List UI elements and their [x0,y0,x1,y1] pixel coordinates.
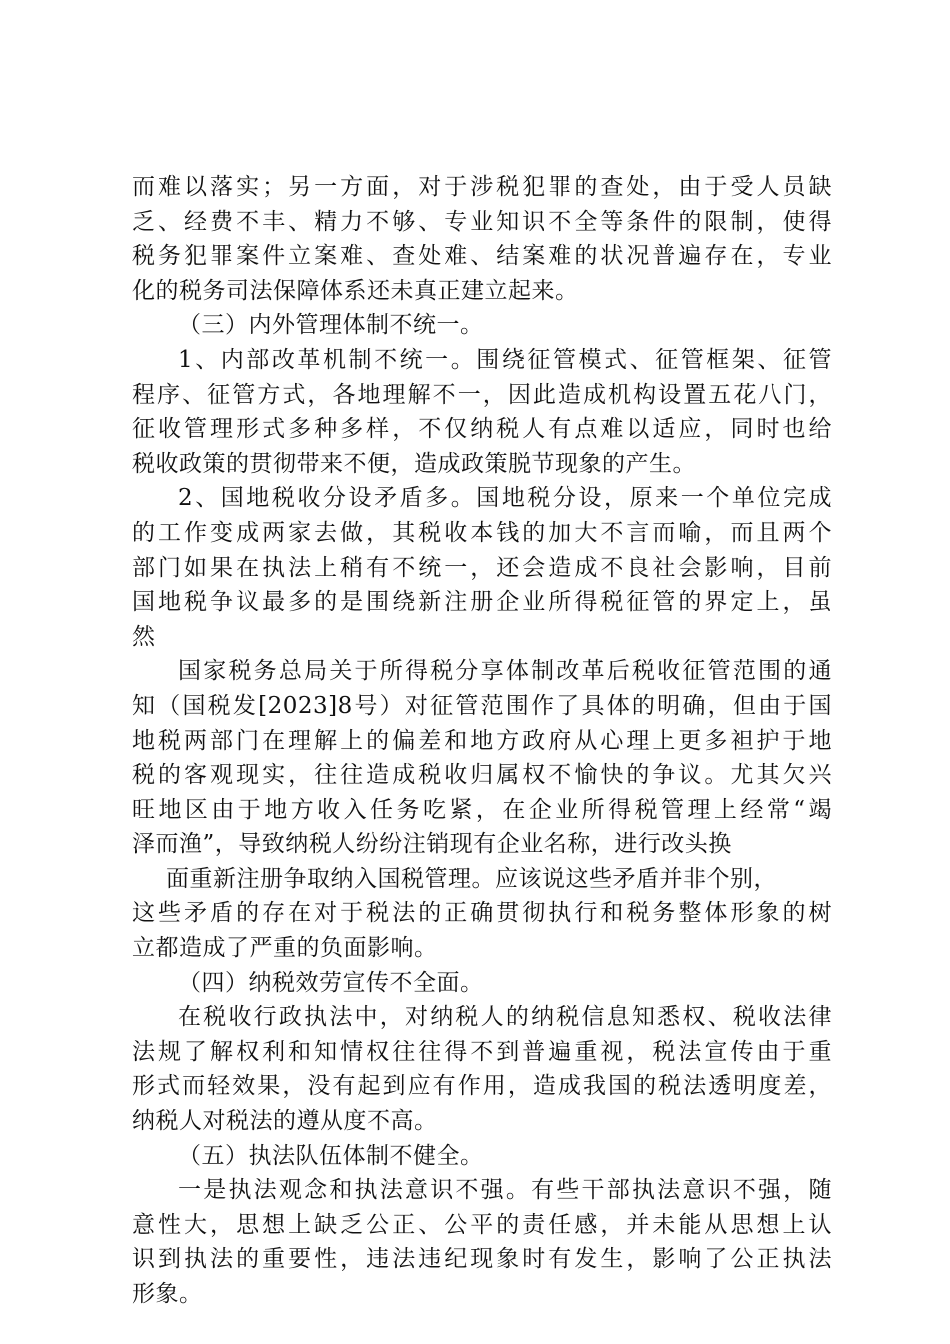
section-heading: （五）执法队伍体制不健全。 [178,1142,484,1169]
text-line: 法规了解权利和知情权往往得不到普遍重视，税法宣传由于重 [132,1038,832,1065]
text-line: 立都造成了严重的负面影响。 [132,935,438,962]
text-line: 1、内部改革机制不统一。围绕征管模式、征管框架、征管 [178,346,832,373]
text-line: 旺地区由于地方收入任务吃紧，在企业所得税管理上经常“竭 [132,796,832,823]
text-line: 地税两部门在理解上的偏差和地方政府从心理上更多袒护于地 [132,727,832,754]
text-line: 国家税务总局关于所得税分享体制改革后税收征管范围的通 [178,658,832,685]
text-line: 税收政策的贯彻带来不便，造成政策脱节现象的产生。 [132,450,696,477]
text-line: 面重新注册争取纳入国税管理。应该说这些矛盾并非个别， [166,865,777,892]
text-line: 泽而渔”，导致纳税人纷纷注销现有企业名称，进行改头换 [132,831,732,858]
text-line: 形式而轻效果，没有起到应有作用，造成我国的税法透明度差， [132,1073,832,1100]
text-line: 税务犯罪案件立案难、查处难、结案难的状况普遍存在，专业 [132,243,832,270]
document-body [132,170,832,1312]
text-line: 国地税争议最多的是围绕新注册企业所得税征管的界定上，虽 [132,589,832,616]
text-line: 征收管理形式多种多样，不仅纳税人有点难以适应，同时也给 [132,416,832,443]
text-line: 识到执法的重要性，违法违纪现象时有发生，影响了公正执法 [132,1246,832,1273]
text-line: 程序、征管方式，各地理解不一，因此造成机构设置五花八门， [132,381,832,408]
text-line: 知（国税发[2023]8号）对征管范围作了具体的明确，但由于国 [132,692,832,719]
text-line: 形象。 [132,1281,203,1307]
text-line: 2、国地税收分设矛盾多。国地税分设，原来一个单位完成 [178,485,832,512]
text-line: 然 [132,623,156,650]
text-line: 一是执法观念和执法意识不强。有些干部执法意识不强，随 [178,1177,832,1204]
text-line: 意性大，思想上缺乏公正、公平的责任感，并未能从思想上认 [132,1211,832,1238]
text-line: 而难以落实；另一方面，对于涉税犯罪的查处，由于受人员缺 [132,174,832,200]
text-line: 税的客观现实，往往造成税收归属权不愉快的争议。尤其欠兴 [132,762,832,789]
text-line: 乏、经费不丰、精力不够、专业知识不全等条件的限制，使得 [132,208,832,235]
text-line: 的工作变成两家去做，其税收本钱的加大不言而喻，而且两个 [132,519,832,546]
text-line: 在税收行政执法中，对纳税人的纳税信息知悉权、税收法律 [178,1004,832,1031]
text-line: 部门如果在执法上稍有不统一，还会造成不良社会影响，目前 [132,554,832,581]
text-line: 化的税务司法保障体系还未真正建立起来。 [132,277,579,304]
section-heading: （三）内外管理体制不统一。 [178,312,484,339]
text-line: 这些矛盾的存在对于税法的正确贯彻执行和税务整体形象的树 [132,900,832,927]
section-heading: （四）纳税效劳宣传不全面。 [178,969,484,996]
text-line: 纳税人对税法的遵从度不高。 [132,1108,438,1135]
